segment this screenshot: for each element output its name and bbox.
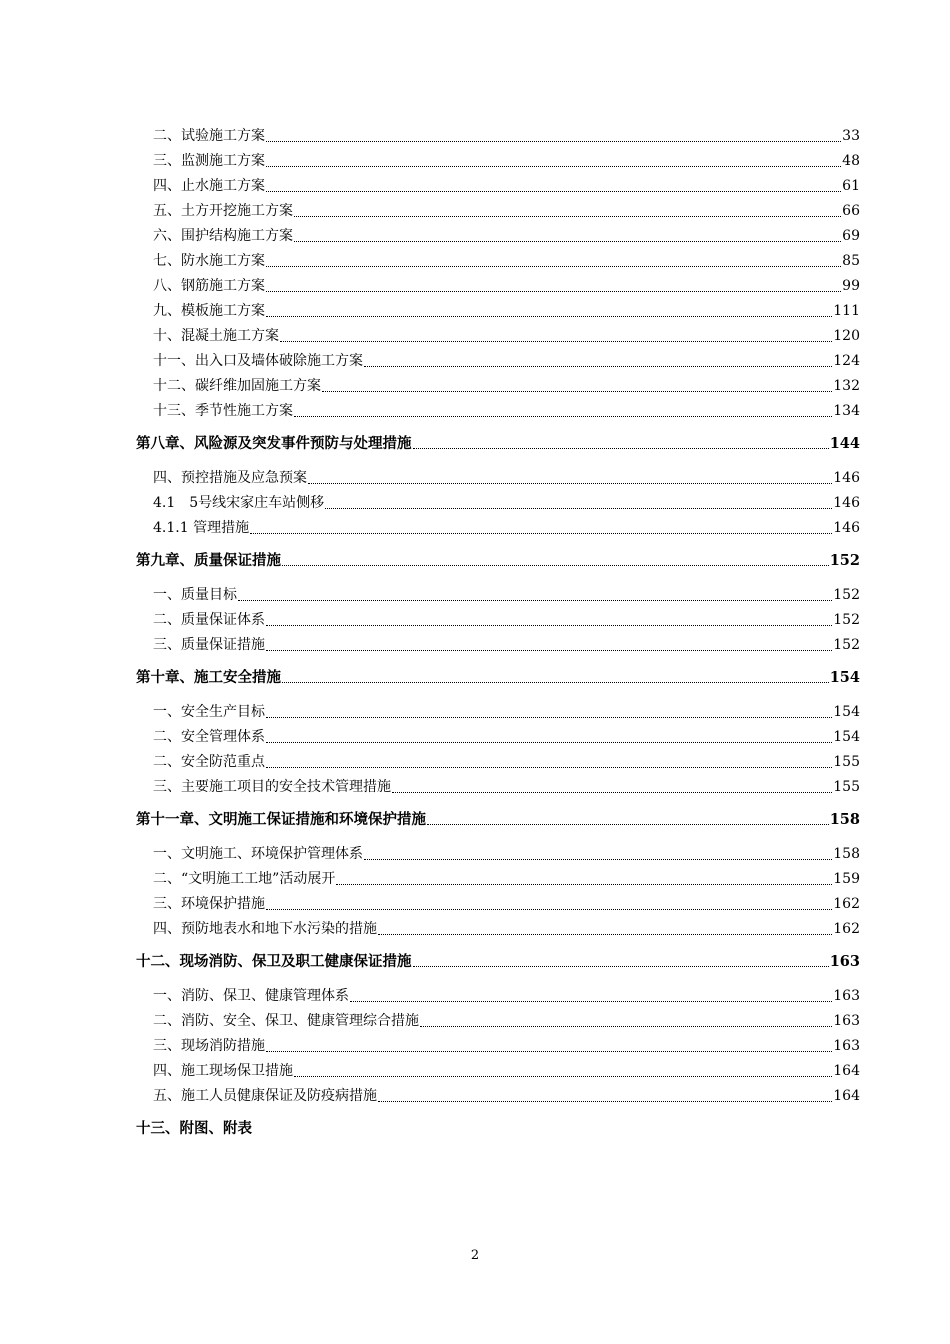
toc-entry-title: 三、主要施工项目的安全技术管理措施 [153, 779, 391, 795]
toc-entry-page-number: 152 [833, 637, 860, 653]
toc-entry[interactable] [136, 917, 860, 942]
dot-leader [294, 416, 832, 417]
dot-leader [378, 934, 832, 935]
toc-entry[interactable] [136, 299, 860, 324]
toc-entry-title: 三、质量保证措施 [153, 637, 265, 653]
toc-entry[interactable] [136, 700, 860, 725]
toc-entry-page-number: 146 [833, 495, 860, 511]
toc-entry-title: 二、安全管理体系 [153, 729, 265, 745]
toc-entry-page-number: 158 [829, 811, 860, 828]
dot-leader [266, 909, 832, 910]
page-number: 2 [470, 1248, 480, 1263]
toc-entry[interactable] [136, 583, 860, 608]
toc-entry-title: 九、模板施工方案 [153, 303, 265, 319]
toc-entry-page-number: 66 [842, 203, 860, 219]
toc-entry-title: 八、钢筋施工方案 [153, 278, 265, 294]
toc-entry-title: 十三、季节性施工方案 [153, 403, 293, 419]
toc-chapter-entry[interactable] [136, 1116, 860, 1141]
dot-leader [322, 391, 832, 392]
dot-leader [250, 533, 832, 534]
toc-entry-title: 六、围护结构施工方案 [153, 228, 293, 244]
toc-chapter-entry[interactable] [136, 548, 860, 573]
toc-entry-title: 第八章、风险源及突发事件预防与处理措施 [136, 435, 412, 452]
toc-entry-title: 五、施工人员健康保证及防疫病措施 [153, 1088, 377, 1104]
dot-leader [266, 291, 841, 292]
toc-entry-title: 4.1.1 管理措施 [153, 520, 250, 536]
toc-entry-title: 一、质量目标 [153, 587, 237, 603]
toc-entry-page-number: 159 [833, 871, 860, 887]
toc-entry-title: 十二、现场消防、保卫及职工健康保证措施 [136, 953, 412, 970]
toc-chapter-entry[interactable] [136, 431, 860, 456]
toc-entry[interactable] [136, 892, 860, 917]
toc-entry-page-number: 124 [833, 353, 860, 369]
toc-entry-title: 三、现场消防措施 [153, 1038, 265, 1054]
dot-leader [392, 792, 832, 793]
dot-leader [282, 565, 829, 566]
toc-entry-title: 四、预防地表水和地下水污染的措施 [153, 921, 377, 937]
toc-entry-page-number: 69 [842, 228, 860, 244]
toc-entry-page-number: 162 [833, 921, 860, 937]
toc-entry-page-number: 33 [842, 128, 860, 144]
toc-entry[interactable] [136, 174, 860, 199]
dot-leader [266, 1051, 832, 1052]
toc-entry-title: 十、混凝土施工方案 [153, 328, 279, 344]
dot-leader [266, 266, 841, 267]
toc-entry-title: 二、“文明施工工地”活动展开 [153, 871, 336, 887]
toc-entry[interactable] [136, 349, 860, 374]
dot-leader [364, 366, 832, 367]
dot-leader [266, 742, 832, 743]
toc-entry-page-number: 154 [829, 669, 860, 686]
toc-entry-page-number: 146 [833, 520, 860, 536]
toc-entry-title: 四、预控措施及应急预案 [153, 470, 307, 486]
toc-entry[interactable] [136, 124, 860, 149]
toc-entry-title: 第九章、质量保证措施 [136, 552, 281, 569]
toc-entry[interactable] [136, 775, 860, 800]
toc-entry[interactable] [136, 1084, 860, 1109]
toc-entry-title: 三、环境保护措施 [153, 896, 265, 912]
toc-entry[interactable] [136, 984, 860, 1009]
toc-entry[interactable] [136, 324, 860, 349]
dot-leader [294, 216, 841, 217]
dot-leader [420, 1026, 832, 1027]
toc-entry[interactable] [136, 466, 860, 491]
toc-entry-page-number: 158 [833, 846, 860, 862]
dot-leader [266, 191, 841, 192]
toc-chapter-entry[interactable] [136, 949, 860, 974]
toc-entry-page-number: 152 [833, 612, 860, 628]
toc-entry-title: 一、消防、保卫、健康管理体系 [153, 988, 349, 1004]
dot-leader [350, 1001, 832, 1002]
toc-entry-page-number: 132 [833, 378, 860, 394]
toc-entry[interactable] [136, 399, 860, 424]
toc-entry-page-number: 162 [833, 896, 860, 912]
dot-leader [266, 141, 841, 142]
dot-leader [280, 341, 832, 342]
toc-entry-page-number: 163 [829, 953, 860, 970]
toc-entry-title: 十一、出入口及墙体破除施工方案 [153, 353, 363, 369]
toc-entry-title: 第十章、施工安全措施 [136, 669, 281, 686]
toc-entry-page-number: 163 [833, 1013, 860, 1029]
toc-entry-page-number: 134 [833, 403, 860, 419]
toc-entry-page-number: 85 [842, 253, 860, 269]
toc-entry-title: 4.1 5号线宋家庄车站侧移 [153, 495, 325, 511]
toc-entry-page-number: 152 [829, 552, 860, 569]
dot-leader [294, 241, 841, 242]
toc-entry[interactable] [136, 224, 860, 249]
toc-entry[interactable] [136, 867, 860, 892]
toc-entry-page-number: 146 [833, 470, 860, 486]
dot-leader [308, 483, 832, 484]
toc-entry-page-number: 144 [829, 435, 860, 452]
toc-entry-page-number: 61 [842, 178, 860, 194]
dot-leader [238, 600, 832, 601]
toc-entry-page-number: 164 [833, 1088, 860, 1104]
toc-entry-title: 第十一章、文明施工保证措施和环境保护措施 [136, 811, 426, 828]
toc-entry[interactable] [136, 274, 860, 299]
toc-entry-page-number: 163 [833, 1038, 860, 1054]
dot-leader [266, 316, 832, 317]
dot-leader [413, 966, 829, 967]
toc-entry[interactable] [136, 725, 860, 750]
toc-entry-title: 二、试验施工方案 [153, 128, 265, 144]
toc-entry-title: 二、安全防范重点 [153, 754, 265, 770]
toc-entry-page-number: 99 [842, 278, 860, 294]
toc-entry-title: 二、消防、安全、保卫、健康管理综合措施 [153, 1013, 419, 1029]
toc-entry-page-number: 120 [833, 328, 860, 344]
toc-entry-title: 一、文明施工、环境保护管理体系 [153, 846, 363, 862]
toc-entry-page-number: 152 [833, 587, 860, 603]
toc-entry[interactable] [136, 149, 860, 174]
toc-entry-title: 七、防水施工方案 [153, 253, 265, 269]
toc-entry[interactable] [136, 1059, 860, 1084]
table-of-contents [136, 124, 860, 1141]
toc-entry-title: 二、质量保证体系 [153, 612, 265, 628]
toc-entry-title: 十二、碳纤维加固施工方案 [153, 378, 321, 394]
toc-entry[interactable] [136, 1034, 860, 1059]
toc-entry[interactable] [136, 199, 860, 224]
toc-entry-title: 四、施工现场保卫措施 [153, 1063, 293, 1079]
toc-entry[interactable] [136, 750, 860, 775]
toc-entry-title: 四、止水施工方案 [153, 178, 265, 194]
dot-leader [378, 1101, 832, 1102]
toc-entry-page-number: 48 [842, 153, 860, 169]
dot-leader [413, 448, 829, 449]
toc-entry-page-number: 164 [833, 1063, 860, 1079]
dot-leader [364, 859, 832, 860]
dot-leader [266, 717, 832, 718]
dot-leader [282, 682, 829, 683]
toc-entry-title: 十三、附图、附表 [136, 1120, 252, 1137]
dot-leader [427, 824, 829, 825]
toc-entry-title: 五、土方开挖施工方案 [153, 203, 293, 219]
dot-leader [325, 508, 832, 509]
toc-entry-title: 三、监测施工方案 [153, 153, 265, 169]
dot-leader [266, 625, 832, 626]
toc-entry[interactable] [136, 491, 860, 516]
toc-entry-title: 一、安全生产目标 [153, 704, 265, 720]
toc-entry[interactable] [136, 842, 860, 867]
dot-leader [266, 767, 832, 768]
toc-entry[interactable] [136, 608, 860, 633]
toc-entry[interactable] [136, 1009, 860, 1034]
toc-entry-page-number: 111 [833, 303, 860, 319]
dot-leader [294, 1076, 832, 1077]
toc-chapter-entry[interactable] [136, 807, 860, 832]
toc-entry-page-number: 154 [833, 704, 860, 720]
dot-leader [266, 650, 832, 651]
toc-entry[interactable] [136, 374, 860, 399]
toc-entry-page-number: 154 [833, 729, 860, 745]
dot-leader [336, 884, 832, 885]
toc-entry-page-number: 155 [833, 779, 860, 795]
toc-entry-page-number: 155 [833, 754, 860, 770]
toc-entry[interactable] [136, 633, 860, 658]
toc-entry[interactable] [136, 516, 860, 541]
toc-entry-page-number: 163 [833, 988, 860, 1004]
dot-leader [266, 166, 841, 167]
toc-chapter-entry[interactable] [136, 665, 860, 690]
toc-entry[interactable] [136, 249, 860, 274]
